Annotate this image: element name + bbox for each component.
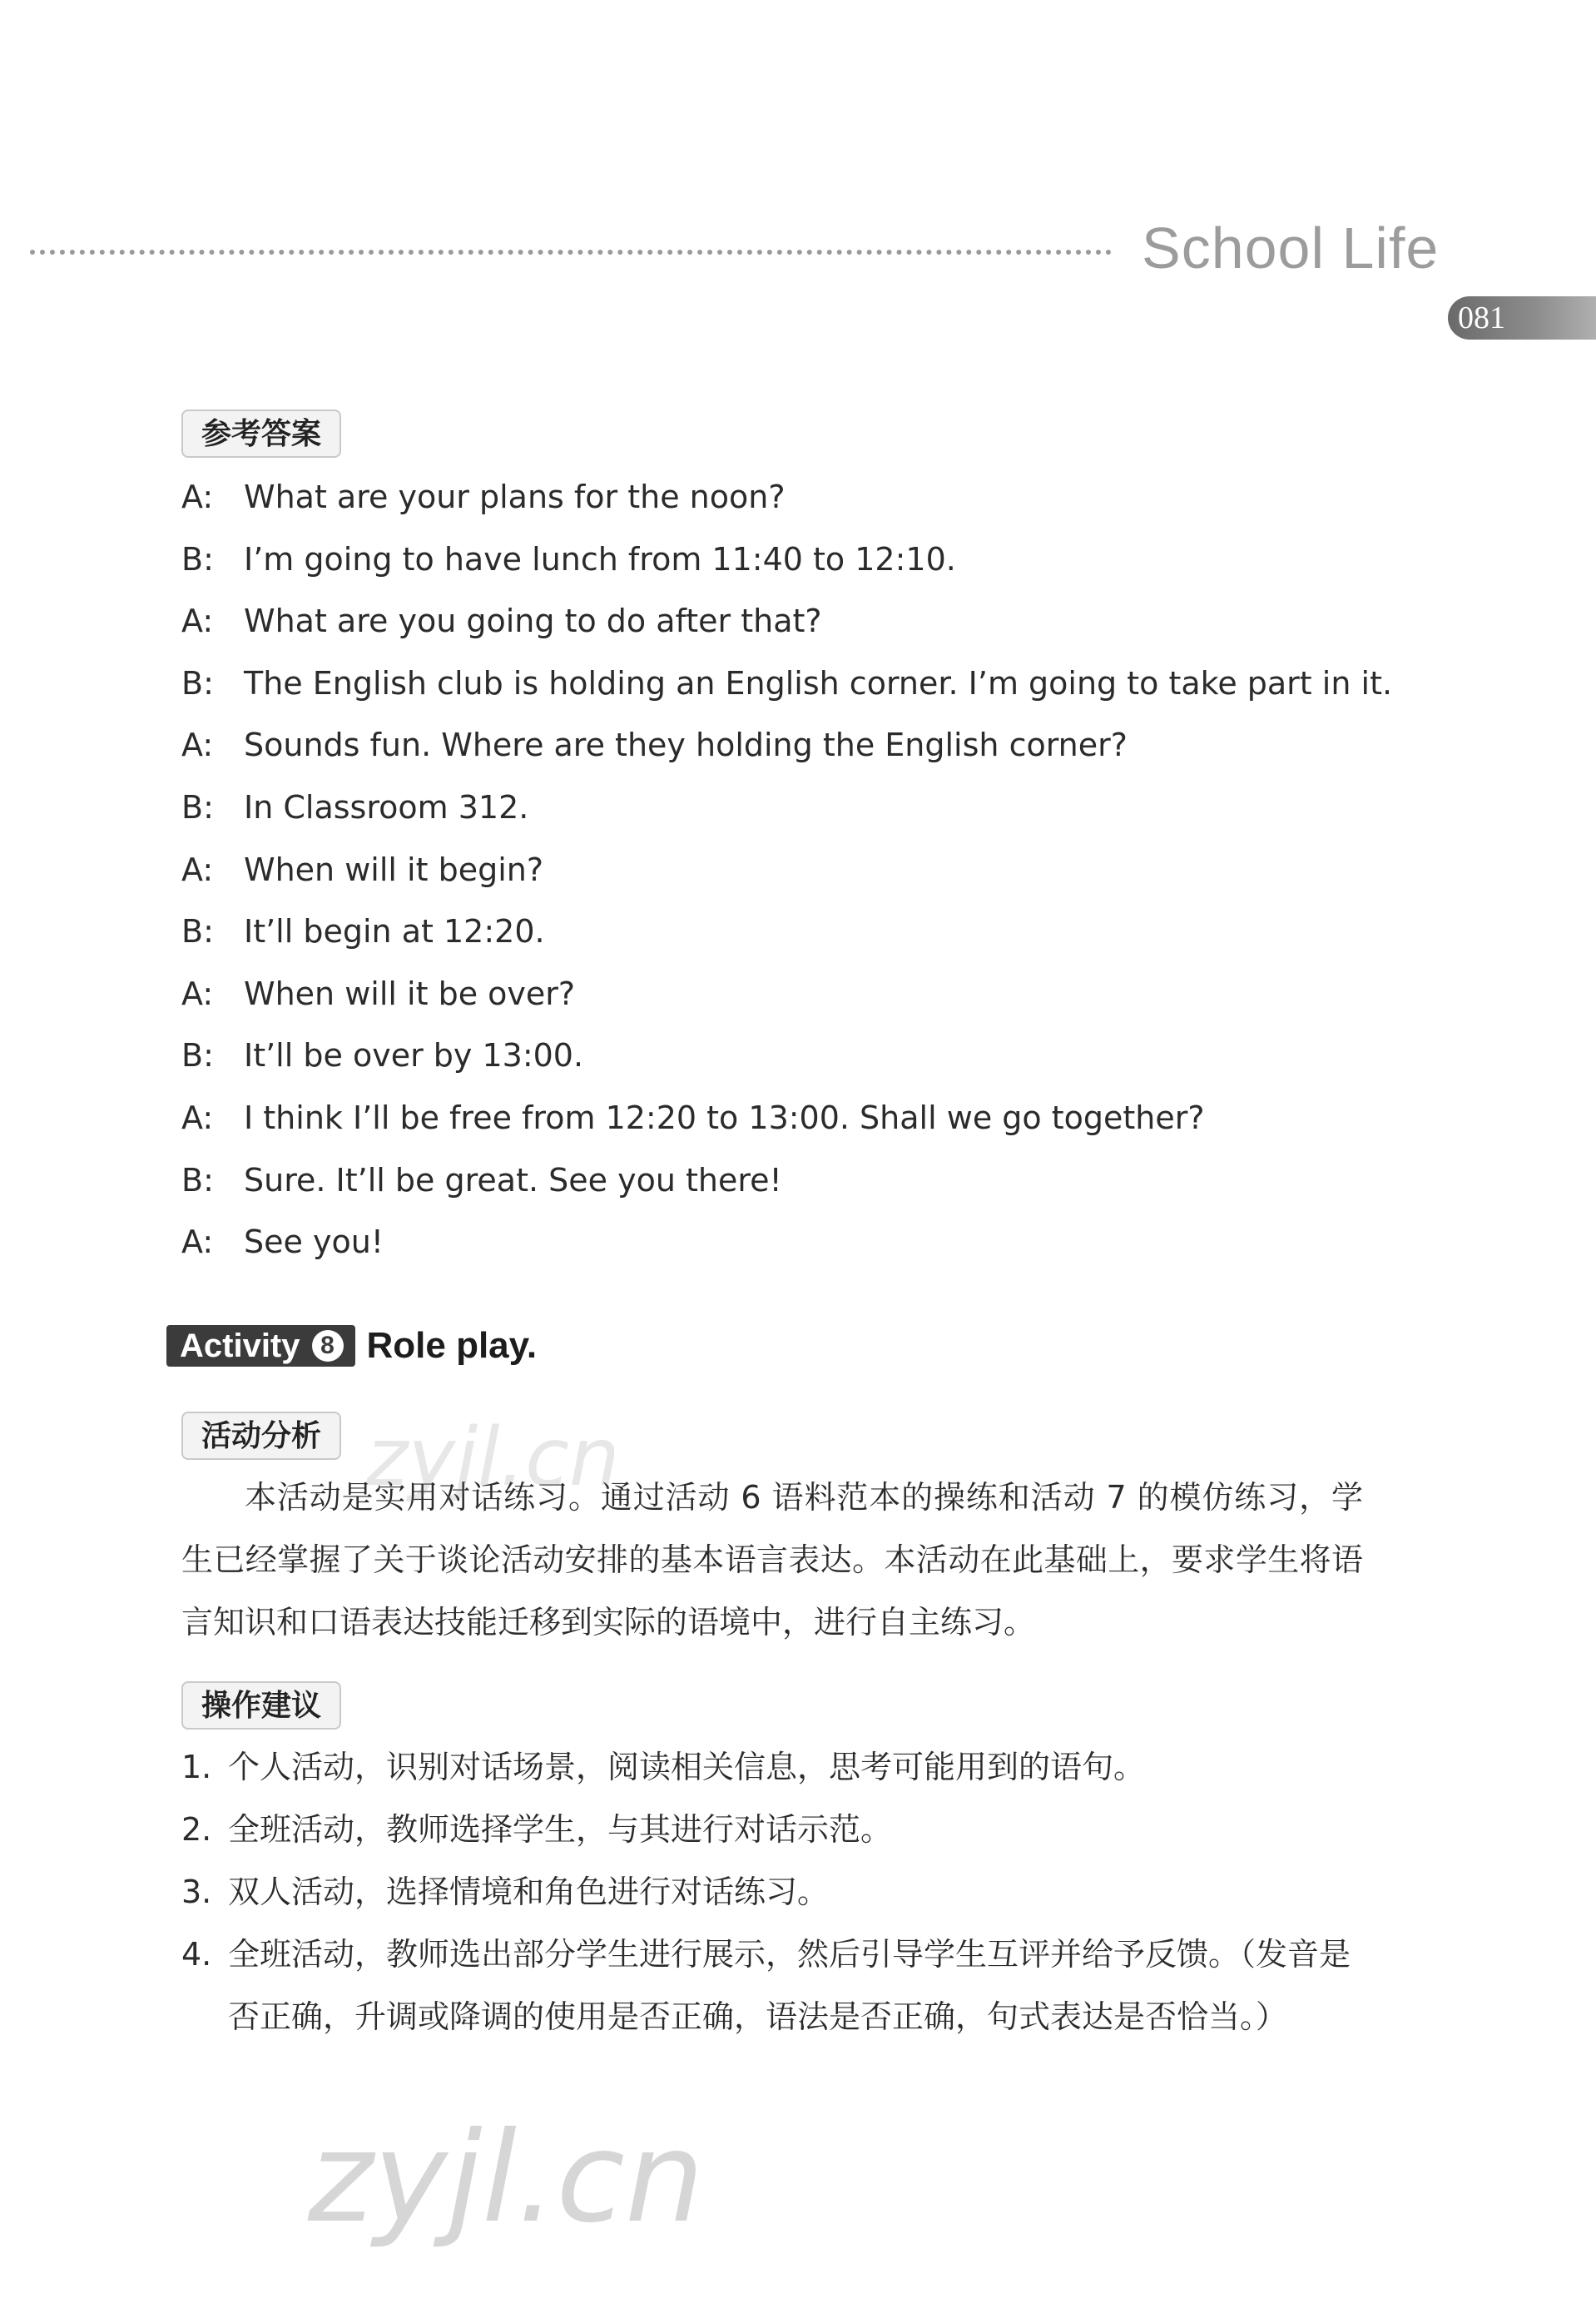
- speaker: B:: [181, 788, 214, 826]
- speaker: A:: [181, 603, 214, 640]
- dialogue-line: [181, 1149, 1392, 1212]
- dialogue-line: [181, 1087, 1392, 1149]
- dialogue-line: [181, 466, 1392, 529]
- item-text: 双人活动，选择情境和角色进行对话练习。: [228, 1874, 830, 1910]
- item-number: 3.: [181, 1874, 212, 1910]
- item-number: 2.: [181, 1811, 212, 1848]
- dialogue-line: [181, 839, 1392, 901]
- speaker: A:: [181, 975, 214, 1012]
- line-text: In Classroom 312.: [244, 788, 529, 826]
- dialogue-line: [181, 529, 1392, 591]
- item-text: 全班活动，教师选出部分学生进行展示，然后引导学生互评并给予反馈。（发音是否正确，升调或降调的使用是否正确，语法是否正确，句式表达是否恰当。）: [228, 1936, 1351, 2035]
- dialogue-line: [181, 653, 1392, 715]
- dialogue-line: [181, 714, 1392, 777]
- activity-heading: [166, 1320, 537, 1372]
- page-number: 081: [1458, 300, 1505, 335]
- line-text: What are you going to do after that?: [244, 603, 822, 640]
- dialogue-line: [181, 1025, 1392, 1087]
- dialogue-list: [181, 466, 1392, 1273]
- watermark: zyjl.cn: [366, 1411, 620, 1504]
- speaker: B:: [181, 913, 214, 951]
- activity-title: Role play.: [366, 1325, 538, 1366]
- item-text: 个人活动，识别对话场景，阅读相关信息，思考可能用到的语句。: [228, 1749, 1146, 1785]
- line-text: See you!: [244, 1224, 384, 1261]
- line-text: When will it begin?: [244, 851, 543, 888]
- line-text: The English club is holding an English corner. I’m going to take part in it.: [244, 664, 1393, 702]
- analysis-section-label: 活动分析: [181, 1412, 341, 1460]
- dialogue-line: [181, 590, 1392, 653]
- answer-section-label: 参考答案: [181, 409, 341, 458]
- watermark-large: zyjl.cn: [308, 2106, 705, 2251]
- speaker: A:: [181, 727, 214, 764]
- item-number: 4.: [181, 1936, 212, 1973]
- speaker: A:: [181, 479, 214, 515]
- line-text: I’m going to have lunch from 11:40 to 12:10.: [244, 540, 956, 578]
- speaker: A:: [181, 1099, 214, 1136]
- suggestions-list: [181, 1736, 1363, 2048]
- list-item: [181, 1736, 1363, 1799]
- suggestions-section-label: 操作建议: [181, 1681, 341, 1730]
- analysis-paragraph: 本活动是实用对话练习。通过活动 6 语料范本的操练和活动 7 的模仿练习，学生已经掌握了关于谈论活动安排的基本语言表达。本活动在此基础上，要求学生将语言知识和口语表达技能迁移到实际的语境中，进行自主练习。: [181, 1479, 1363, 1640]
- dialogue-line: [181, 1211, 1392, 1273]
- activity-label: Activity: [180, 1327, 300, 1364]
- item-number: 1.: [181, 1749, 212, 1785]
- line-text: It’ll begin at 12:20.: [244, 913, 545, 951]
- header-dotted-rule: [30, 250, 1112, 255]
- list-item: [181, 1923, 1363, 2048]
- speaker: B:: [181, 664, 214, 702]
- activity-number: 8: [312, 1330, 344, 1362]
- dialogue-line: [181, 777, 1392, 839]
- item-text: 全班活动，教师选择学生，与其进行对话示范。: [228, 1811, 893, 1848]
- speaker: B:: [181, 540, 214, 578]
- speaker: A:: [181, 1224, 214, 1261]
- chapter-title: School Life: [1142, 216, 1440, 280]
- speaker: B:: [181, 1161, 214, 1199]
- speaker: A:: [181, 851, 214, 888]
- line-text: I think I’ll be free from 12:20 to 13:00. Shall we go together?: [244, 1099, 1205, 1136]
- line-text: What are your plans for the noon?: [244, 479, 786, 515]
- line-text: Sure. It’ll be great. See you there!: [244, 1161, 782, 1199]
- line-text: When will it be over?: [244, 975, 576, 1012]
- list-item: [181, 1799, 1363, 1861]
- line-text: It’ll be over by 13:00.: [244, 1037, 584, 1075]
- activity-badge: [166, 1325, 355, 1367]
- list-item: [181, 1861, 1363, 1923]
- line-text: Sounds fun. Where are they holding the English corner?: [244, 727, 1128, 764]
- speaker: B:: [181, 1037, 214, 1075]
- dialogue-line: [181, 963, 1392, 1025]
- dialogue-line: [181, 901, 1392, 963]
